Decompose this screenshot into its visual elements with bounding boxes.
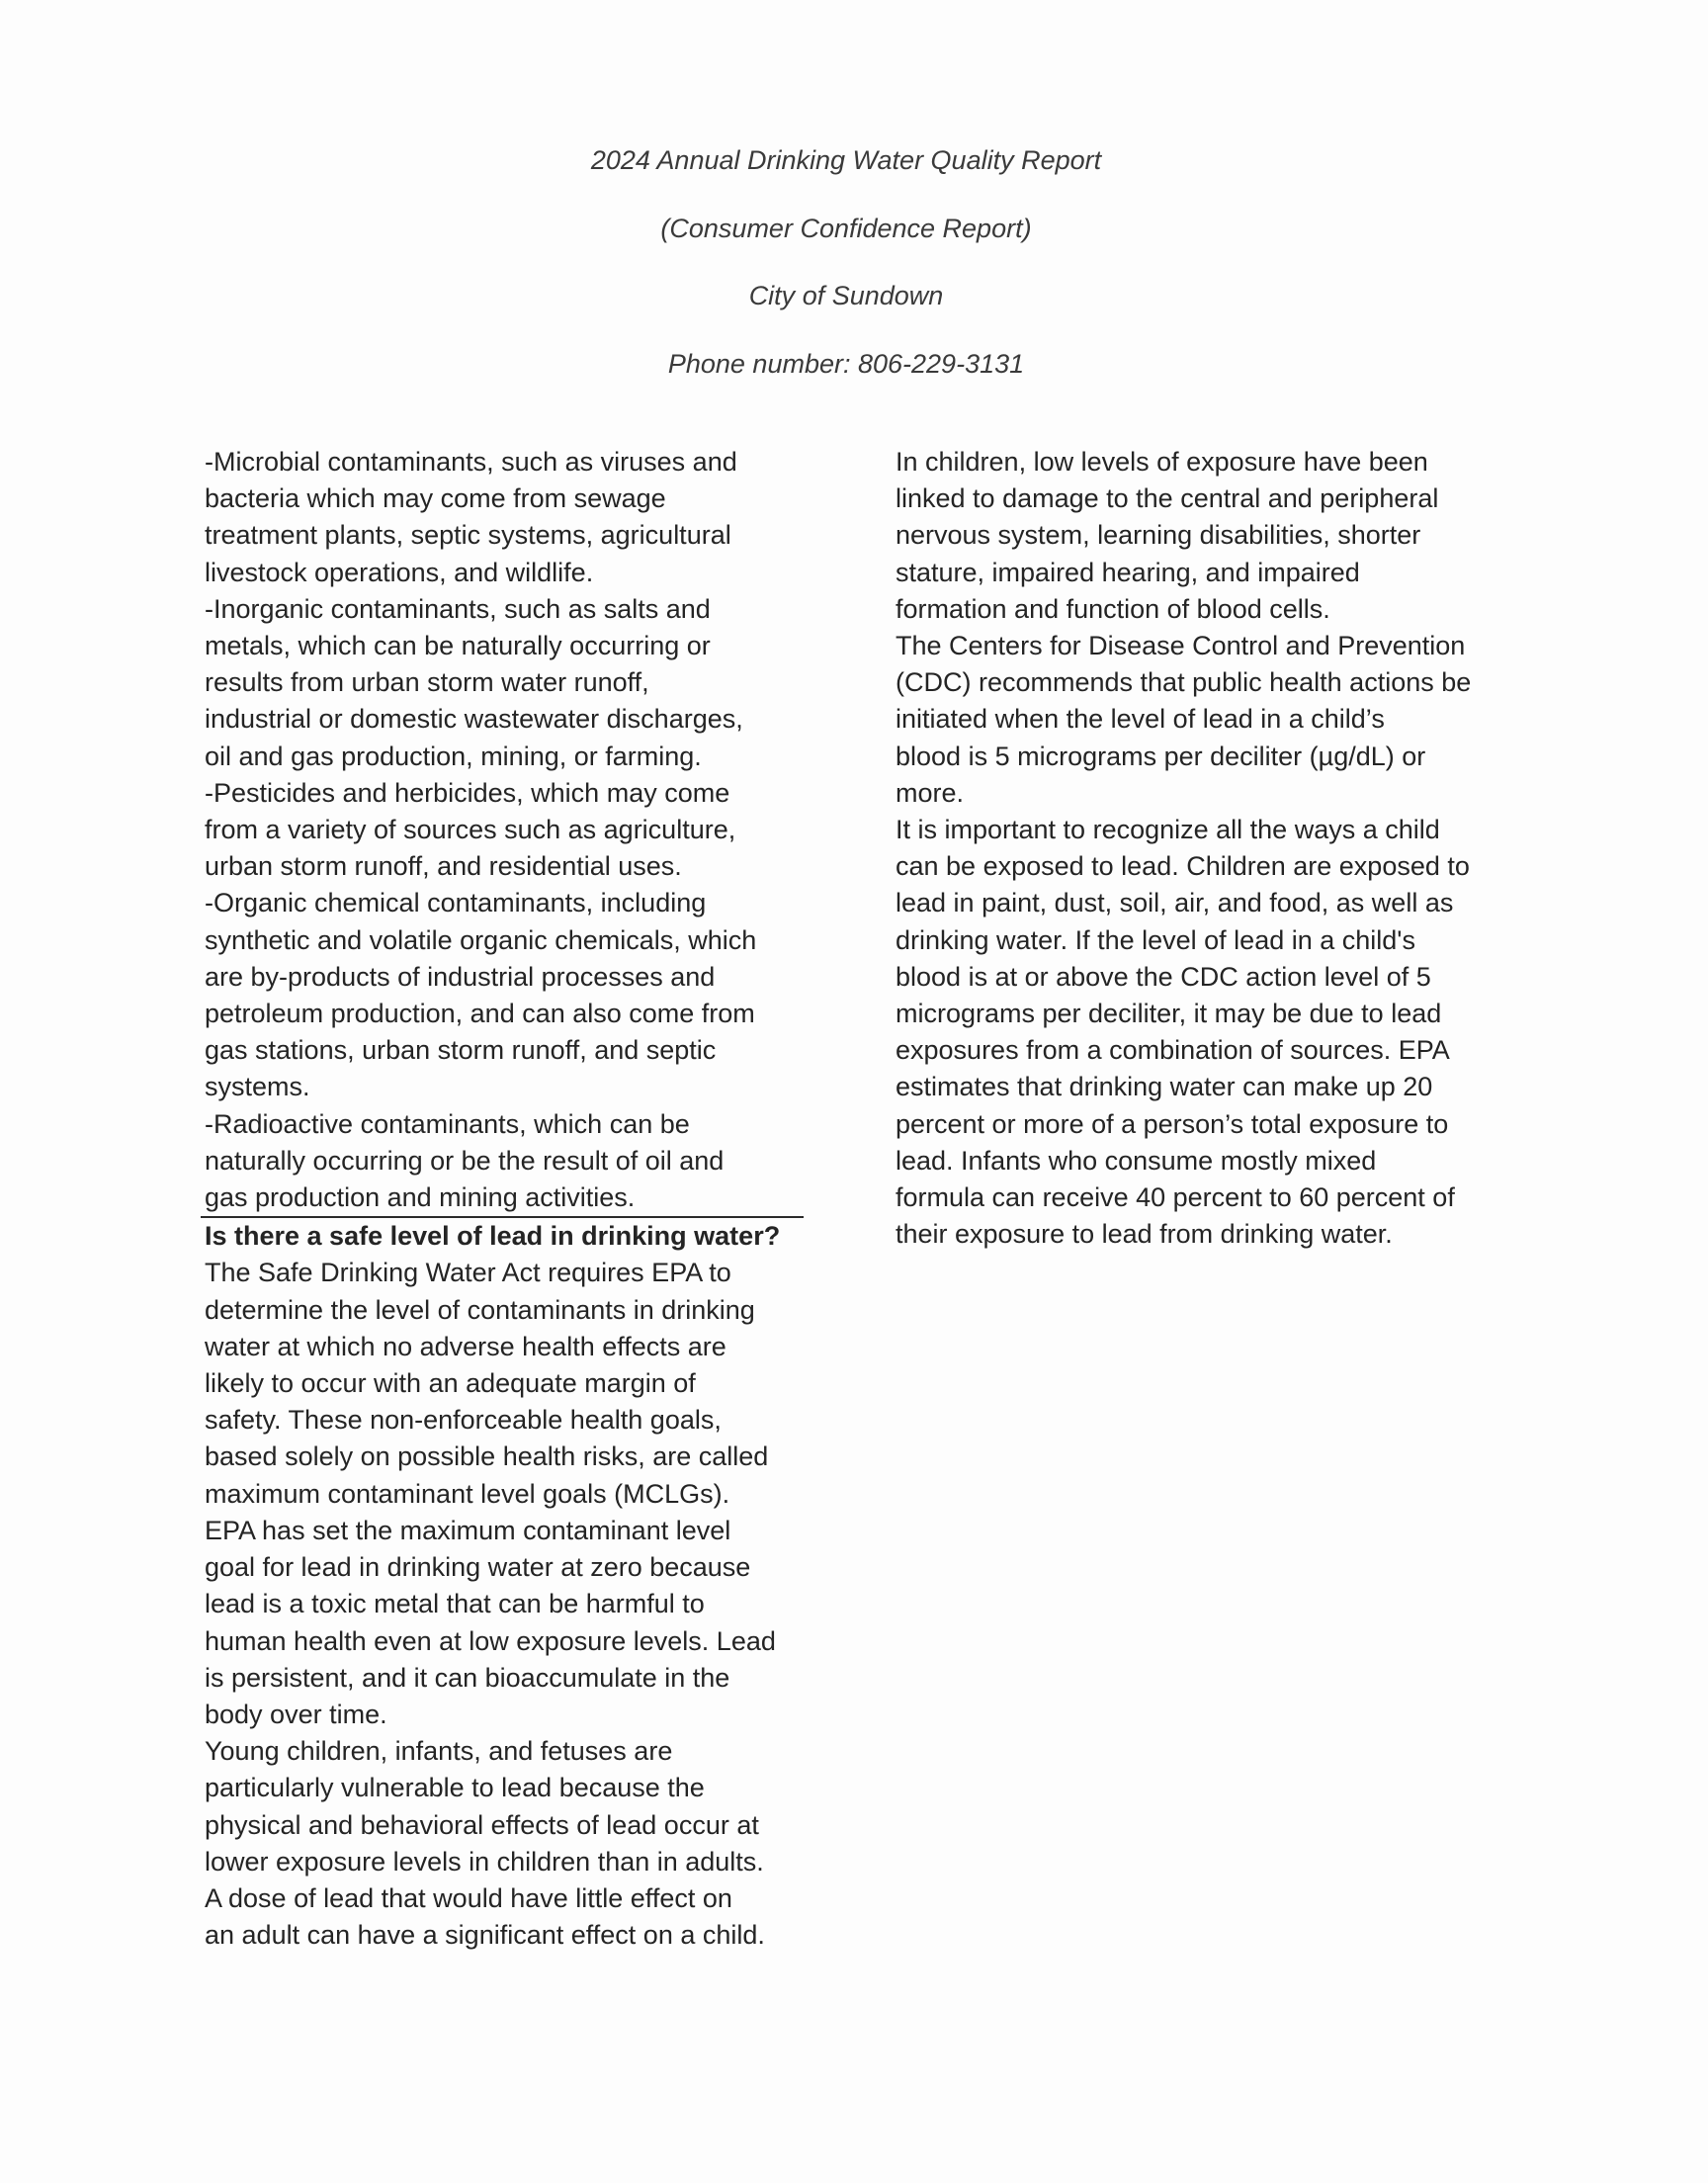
report-subtitle: (Consumer Confidence Report): [660, 213, 1032, 243]
report-header: [0, 138, 1692, 409]
contaminant-list: -Microbial contaminants, such as viruses and bacteria which may come from sewage treatment plants, septic systems, agricultural livestock operations, and wildlife. -Inorganic contaminants, such as salts and metals, which can be naturally occurring or results from urban storm water runoff, industrial or domestic wastewater discharges, oil and gas production, mining, or farming. -Pesticides and herbicides, which may come from a variety of sources such as agriculture, urban storm runoff, and residential uses. -Organic chemical contaminants, including synthetic and volatile organic chemicals, which are by-products of industrial processes and petroleum production, and can also come from gas stations, urban storm runoff, and septic systems. -Radioactive contaminants, which can be naturally occurring or be the result of oil and gas production and mining activities.: [205, 447, 757, 1213]
report-title: 2024 Annual Drinking Water Quality Report: [590, 145, 1102, 175]
right-column: [896, 444, 1508, 1253]
lead-paragraph-vulnerable: Young children, infants, and fetuses are particularly vulnerable to lead because the physical and behavioral effects of lead occur at lower exposure levels in children than in adults. A dose of lead that would have little effect on an adult can have a significant effect on a child.: [205, 1736, 765, 1951]
lead-section-heading: Is there a safe level of lead in drinking water?: [205, 1221, 781, 1252]
lead-paragraph-mclg: The Safe Drinking Water Act requires EPA to determine the level of contaminants in drinking water at which no adverse health effects are likely to occur with an adequate margin of safety. These non-enforceable health goals, based solely on possible health risks, are called maximum contaminant level goals (MCLGs). EPA has set the maximum contaminant level goal for lead in drinking water at zero because lead is a toxic metal that can be harmful to human health even at low exposure levels. Lead is persistent, and it can bioaccumulate in the body over time.: [205, 1258, 776, 1729]
exposure-sources-paragraph: It is important to recognize all the ways a child can be exposed to lead. Children are exposed to lead in paint, dust, soil, air, and food, as well as drinking water. If the level of lead in a child's blood is at or above the CDC action level of 5 micrograms per deciliter, it may be due to lead exposures from a combination of sources. EPA estimates that drinking water can make up 20 percent or more of a person’s total exposure to lead. Infants who consume mostly mixed formula can receive 40 percent to 60 percent of their exposure to lead from drinking water.: [896, 815, 1470, 1250]
left-column: [205, 444, 806, 1954]
phone-number: Phone number: 806-229-3131: [667, 348, 1025, 379]
cdc-paragraph: The Centers for Disease Control and Prevention (CDC) recommends that public health actions be initiated when the level of lead in a child’s blood is 5 micrograms per deciliter (µg/dL) or more.: [896, 631, 1472, 808]
children-exposure-paragraph: In children, low levels of exposure have been linked to damage to the central and peripheral nervous system, learning disabilities, shorter stature, impaired hearing, and impaired formation and function of blood cells.: [896, 447, 1439, 624]
city-name: City of Sundown: [748, 281, 944, 310]
